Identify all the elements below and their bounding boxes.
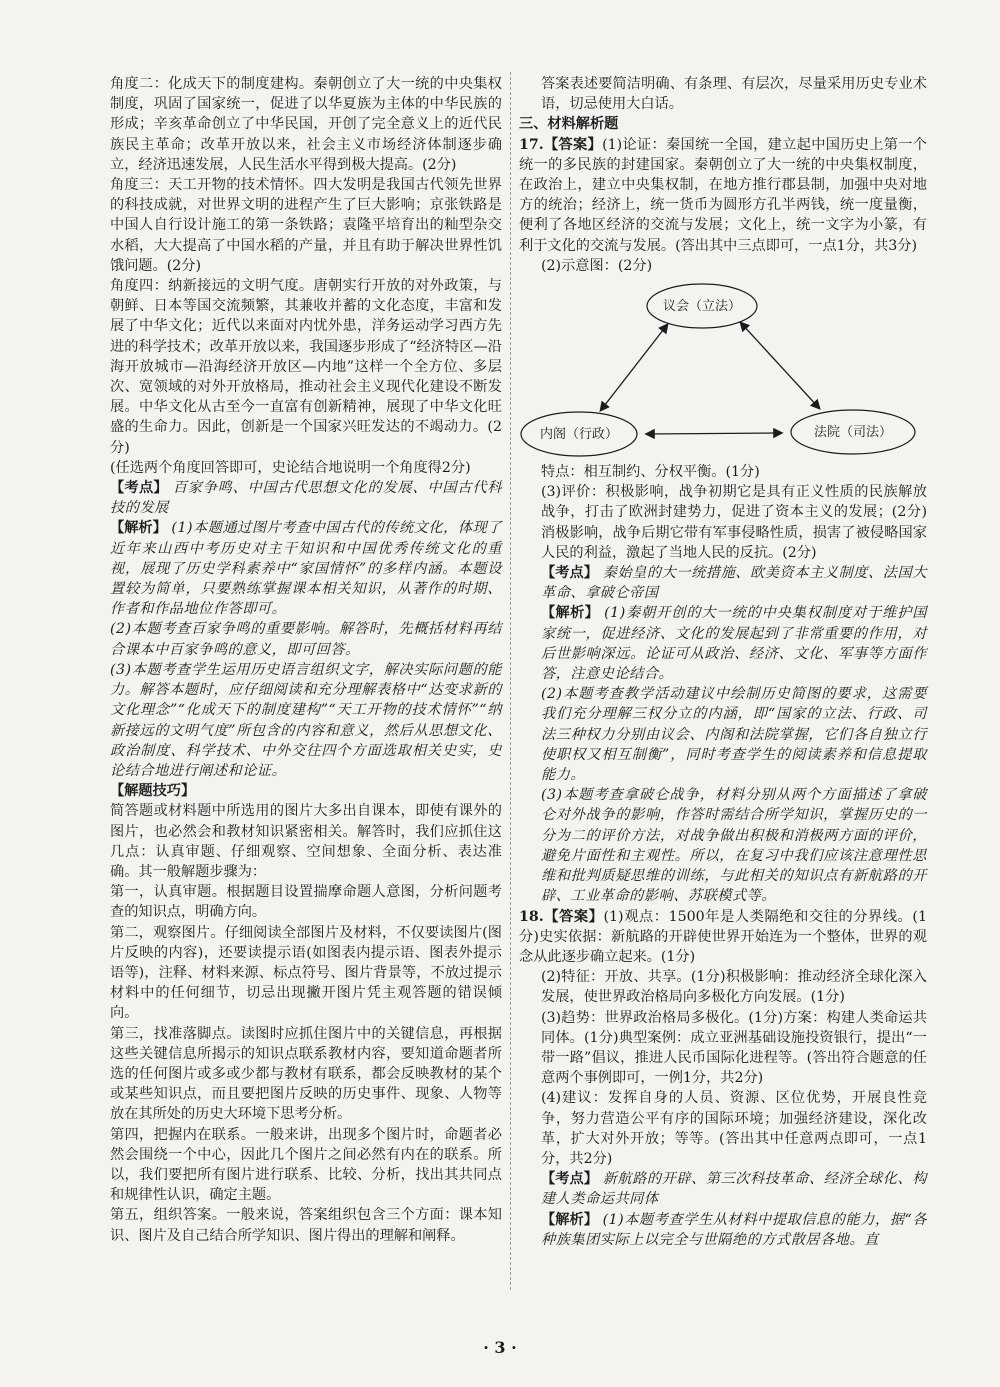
q18-daan-tag: 【答案】 — [543, 908, 604, 925]
section-three-heading: 三、材料解析题 — [519, 116, 619, 133]
column-divider — [510, 72, 511, 1290]
cabinet-label: 内阁（行政） — [539, 427, 618, 443]
q18-jiexi-tag: 【解析】 — [541, 1211, 598, 1228]
kaodian-text: 百家争鸣、中国古代思想文化的发展、中国古代科技的发展 — [110, 480, 502, 517]
jiexi-tag: 【解析】 — [110, 520, 167, 537]
q17-kaodian-text: 秦始皇的大一统措施、欧美资本主义制度、法国大革命、拿破仑帝国 — [541, 565, 927, 602]
q17-number: 17. — [519, 136, 544, 153]
jiqiao-step-4: 第四，把握内在联系。一般来讲，出现多个图片时，命题者必然会围绕一个中心，因此几个图片之间必然有内在的联系。所以，我们要把所有图片进行联系、比较、分析，找出其共同点和规律性认识，确定主题。 — [110, 1126, 502, 1204]
q17-answer-1-text: (1)论证：秦国统一全国，建立起中国历史上第一个统一的多民族的封建国家。秦朝创立了大一统的中央集权制度，在政治上，建立中央集权制，在地方推行郡县制，加强中央对地方的统治；经济上，统一货币为圆形方孔半两钱，统一度量衡，便利了各地区经济的交流与发展；文化上，统一文字为小篆，有利于文化的交流与发展。(答出其中三点即可，一点1分，共3分) — [519, 136, 927, 254]
q17-kaodian-tag: 【考点】 — [541, 565, 598, 582]
q18-jiexi — [519, 1210, 927, 1250]
q18-kaodian-tag: 【考点】 — [541, 1171, 598, 1188]
q17-jiexi-text-1: (1)秦朝开创的大一统的中央集权制度对于维护国家统一，促进经济、文化的发展起到了非常重要的作用，对后世影响深远。论证可从政治、经济、文化、军事等方面作答，注意史论结合。 — [541, 605, 927, 683]
jiqiao-step-1: 第一，认真审题。根据题目设置揣摩命题人意图，分析问题考查的知识点，明确方向。 — [110, 884, 502, 921]
court-label: 法院（司法） — [813, 425, 892, 441]
q17-answer-4: (3)评价：积极影响，战争初期它是具有正义性质的民族解放战争，打击了欧洲封建势力，促进了资本主义的发展；(2分)消极影响，战争后期它带有军事侵略性质，损害了被侵略国家人民的利益，激起了当地人民的反抗。(2分) — [541, 484, 927, 561]
q18-answer-2: (2)特征：开放、共享。(1分)积极影响：推动经济全球化深入发展，使世界政治格局向多极化方向发展。(1分) — [541, 969, 927, 1006]
q18-answer-4: (4)建议：发挥自身的人员、资源、区位优势，开展良性竞争，努力营造公平有序的国际环境；加强经济建设，深化改革，扩大对外开放；等等。(答出其中任意两点即可，一点1分，共2分) — [541, 1090, 927, 1167]
jiexi-text-3: (3)本题考查学生运用历史语言组织文字，解决实际问题的能力。解答本题时，应仔细阅读和充分理解表格中“达变求新的文化理念”“化成天下的制度建构”“天工开物的技术情怀”“纳新接远的文明气度”所包含的内容和意义，然后从思想文化、政治制度、科学技术、中外交往四个方面选取相关史实，史论结合地进行阐述和论证。 — [110, 661, 502, 779]
angle-two-paragraph: 角度二：化成天下的制度建构。秦朝创立了大一统的中央集权制度，巩固了国家统一，促进了以华夏族为主体的中华民族的形成；辛亥革命创立了中华民国，开创了完全意义上的近代民族民主革命；改革开放以来，社会主义市场经济体制逐步确立，经济迅速发展，人民生活水平得到极大提高。(2分) — [110, 76, 502, 173]
jiqiao-step-2: 第二，观察图片。仔细阅读全部图片及材料，不仅要读图片(图片反映的内容)，还要读提示语(如图表内提示语、图表外提示语等)，注释、材料来源、标点符号、图片背景等，不放过提示材料中的任何细节，切忌出现撇开图片凭主观答题的错误倾向。 — [110, 924, 502, 1022]
q17-kaodian — [519, 563, 927, 603]
separation-of-powers-diagram — [519, 280, 927, 460]
q18-kaodian — [519, 1169, 927, 1209]
jiqiao-step-5: 第五，组织答案。一般来说，答案组织包含三个方面：课本知识、图片及自己结合所学知识、图片得出的理解和阐释。 — [110, 1207, 502, 1244]
page-number: · 3 · — [483, 1338, 517, 1357]
q17-jiexi — [519, 603, 927, 684]
q18-answer-1 — [519, 907, 927, 968]
q18-answer-1-text: (1)观点：1500年是人类隔绝和交往的分界线。(1分)史实依据：新航路的开辟使世界开始连为一个整体，世界的观念从此逐步确立起来。(1分) — [519, 908, 927, 965]
angle-three-paragraph: 角度三：天工开物的技术情怀。四大发明是我国古代领先世界的科技成就，对世界文明的进程产生了巨大影响；京张铁路是中国人自行设计施工的第一条铁路；袁隆平培育出的籼型杂交水稻，大大提高了中国水稻的产量，并且有助于解决世界性饥饿问题。(2分) — [110, 177, 502, 274]
q17-jiexi-text-3: (3)本题考查拿破仑战争，材料分别从两个方面描述了拿破仑对外战争的影响，作答时需结合所学知识，掌握历史的一分为二的评价方法，对战争做出积极和消极两方面的评价，避免片面性和主观性。所以，在复习中我们应该注意理性思维和批判质疑思维的训练，与此相关的知识点有新航路的开辟、工业革命的影响、苏联模式等。 — [541, 787, 927, 905]
q17-answer-2: (2)示意图：(2分) — [541, 257, 653, 274]
answer-tip-continued: 答案表述要简洁明确、有条理、有层次，尽量采用历史专业术语，切忌使用大白话。 — [541, 76, 927, 113]
jiexi-text-2: (2)本题考查百家争鸣的重要影响。解答时，先概括材料再结合课本中百家争鸣的意义，即可回答。 — [110, 621, 502, 658]
right-column — [519, 74, 927, 1250]
scoring-note: (任选两个角度回答即可，史论结合地说明一个角度得2分) — [110, 459, 471, 476]
arrow-legislature-cabinet — [601, 325, 667, 410]
q18-number: 18. — [519, 908, 544, 925]
q17-answer-1 — [519, 135, 927, 256]
jiexi-text-1: (1)本题通过图片考查中国古代的传统文化，体现了近年来山西中考历史对主干知识和中国优秀传统文化的重视，展现了历史学科素养中“家国情怀”的多样内涵。本题设置较为简单，只要熟练掌握课本相关知识，从著作的时期、作者和作品地位作答即可。 — [110, 520, 502, 618]
legislature-label: 议会（立法） — [662, 299, 741, 315]
q18-jiexi-text-1: (1)本题考查学生从材料中提取信息的能力，据“各种族集团实际上以完全与世隔绝的方式散居各地。直 — [541, 1211, 927, 1248]
q17-answer-3: 特点：相互制约、分权平衡。(1分) — [541, 464, 760, 481]
jiexi-block — [110, 518, 502, 619]
jiqiao-tag: 【解题技巧】 — [110, 783, 196, 800]
left-column — [110, 74, 502, 1246]
q18-kaodian-text: 新航路的开辟、第三次科技革命、经济全球化、构建人类命运共同体 — [541, 1171, 927, 1208]
jiqiao-text-1: 简答题或材料题中所选用的图片大多出自课本，即使有课外的图片，也必然会和教材知识紧密相关。解答时，我们应抓住这几点：认真审题、仔细观察、空间想象、全面分析、表达准确。其一般解题步骤为： — [110, 803, 502, 880]
kaodian-tag: 【考点】 — [110, 480, 168, 497]
kaodian-block — [110, 478, 502, 518]
q17-jiexi-tag: 【解析】 — [541, 605, 600, 622]
arrow-legislature-court — [741, 323, 819, 408]
q18-answer-3: (3)趋势：世界政治格局多极化。(1分)方案：构建人类命运共同体。(1分)典型案例：成立亚洲基础设施投资银行，提出“一带一路”倡议，推进人民币国际化进程等。(答出符合题意的任意两个事例即可，一例1分，共2分) — [541, 1009, 927, 1087]
angle-four-paragraph: 角度四：纳新接远的文明气度。唐朝实行开放的对外政策，与朝鲜、日本等国交流频繁，其兼收并蓄的文化态度，丰富和发展了中华文化；近代以来面对内忧外患，洋务运动学习西方先进的科学技术；改革开放以来，我国逐步形成了“经济特区—沿海开放城市—沿海经济开放区—内地”这样一个全方位、多层次、宽领域的对外开放格局，推动社会主义现代化建设不断发展。中华文化从古至今一直富有创新精神，展现了中华文化旺盛的生命力。因此，创新是一个国家兴旺发达的不竭动力。(2分) — [110, 278, 502, 456]
q17-jiexi-text-2: (2)本题考查教学活动建议中绘制历史简图的要求，这需要我们充分理解三权分立的内涵，即“国家的立法、行政、司法三种权力分别由议会、内阁和法院掌握，它们各自独立行使职权又相互制衡”，同时考查学生的阅读素养和信息提取能力。 — [541, 686, 927, 784]
jiqiao-step-3: 第三，找准落脚点。读图时应抓住图片中的关键信息，再根据这些关键信息所揭示的知识点联系教材内容，要知道命题者所选的任何图片或多或少都与教材有联系，都会反映教材的某个或某些知识点，而且要把图片反映的历史事件、现象、人物等放在其所处的历史大环境下思考分析。 — [110, 1025, 502, 1123]
q17-daan-tag: 【答案】 — [543, 136, 603, 153]
arrow-cabinet-court — [647, 433, 781, 434]
